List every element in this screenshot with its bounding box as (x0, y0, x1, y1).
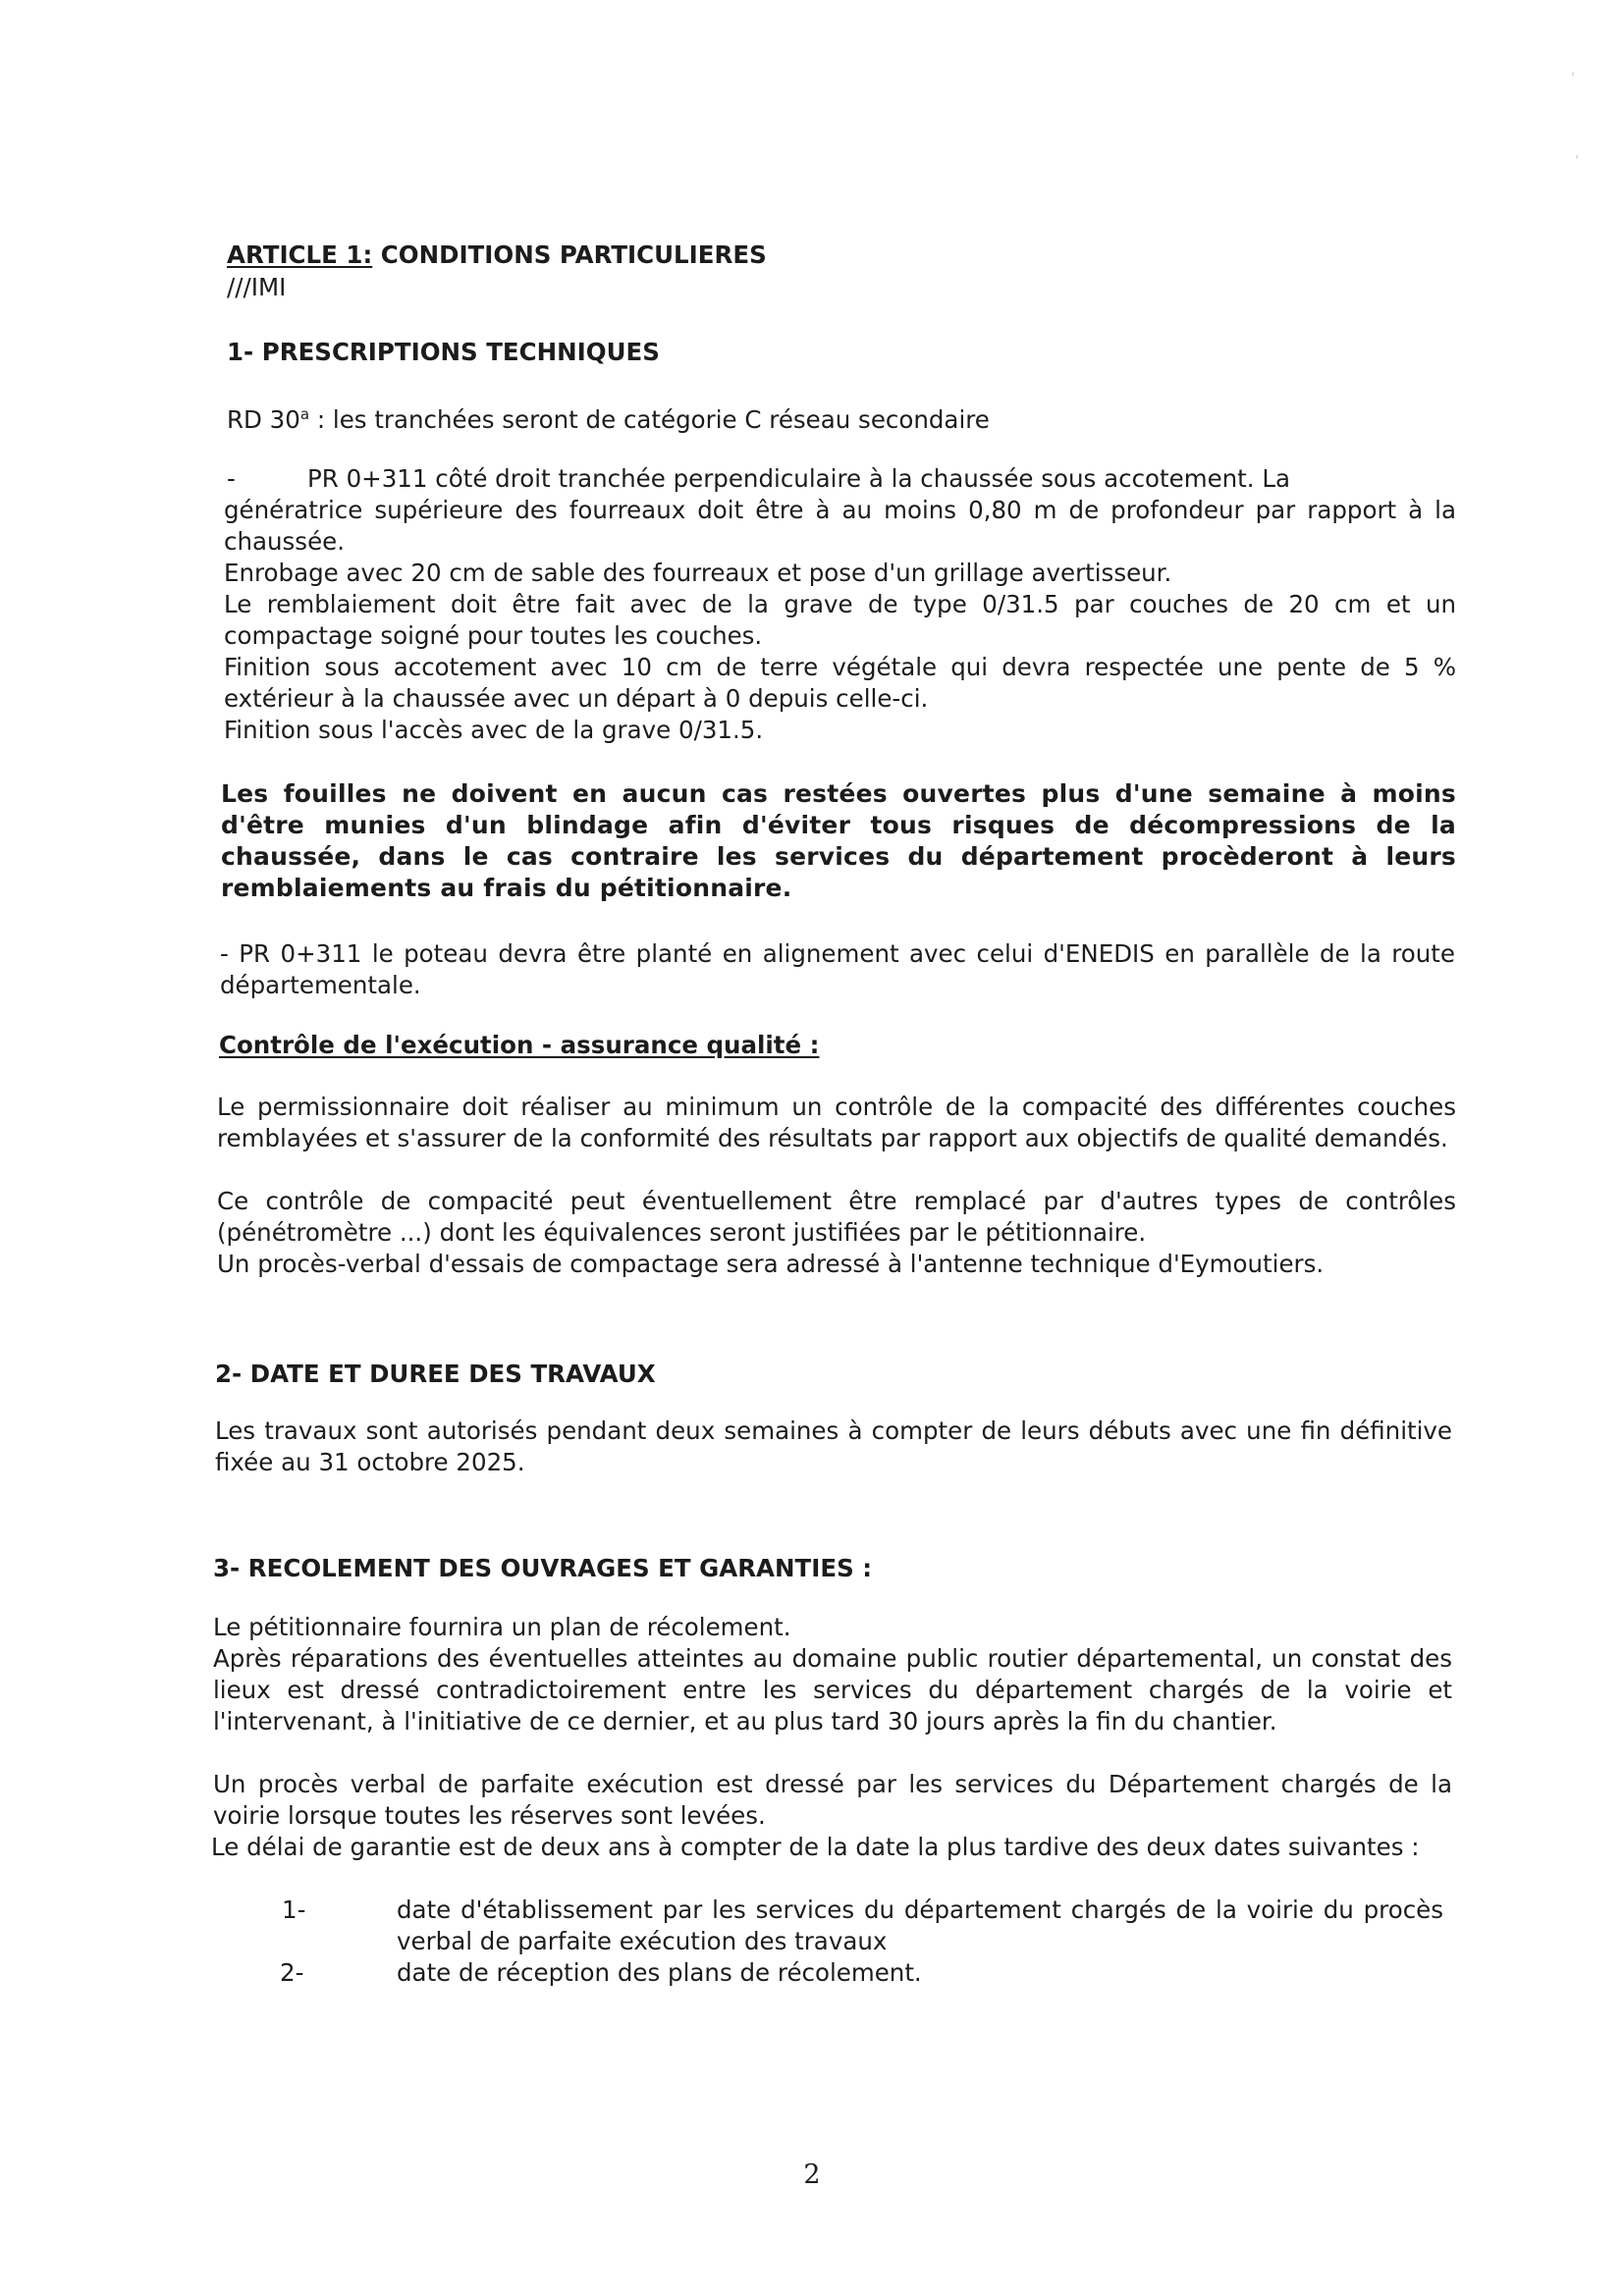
section3-paragraph-3: Un procès verbal de parfaite exécution est dressé par les services du Département chargés de la voirie lorsque toutes les réserves sont levées. (213, 1770, 1452, 1830)
page-number: 2 (803, 2160, 821, 2190)
rd-superscript: a (299, 405, 310, 423)
controle-heading: Contrôle de l'exécution - assurance qualité : (219, 1031, 820, 1059)
paragraph-finition-accotement: Finition sous accotement avec 10 cm de terre végétale qui devra respectée une pente de 5 % extérieur à la chaussée avec un départ à 0 depuis celle-ci. (224, 653, 1456, 713)
controle-paragraph-2: Ce contrôle de compacité peut éventuellement être remplacé par d'autres types de contrôles (pénétromètre ...) dont les équivalences seront justifiées par le pétitionnaire. (217, 1187, 1456, 1247)
section3-paragraph-2: Après réparations des éventuelles atteintes au domaine public routier départemental, un constat des lieux est dressé contradictoirement entre les services du département chargés de la voirie et l'intervenant, à l'initiative de ce dernier, et au plus tard 30 jours après la fin du chantier. (213, 1644, 1452, 1735)
poteau-paragraph: - PR 0+311 le poteau devra être planté en alignement avec celui d'ENEDIS en parallèle de la route départementale. (220, 939, 1455, 999)
article-heading (227, 240, 767, 271)
rd-category-line (227, 399, 990, 436)
section3-paragraph-4: Le délai de garantie est de deux ans à compter de la date la plus tardive des deux dates suivantes : (211, 1833, 1420, 1861)
paragraph-finition-acces: Finition sous l'accès avec de la grave 0/31.5. (224, 716, 764, 744)
paragraph-enrobage: Enrobage avec 20 cm de sable des fourreaux et pose d'un grillage avertisseur. (224, 559, 1172, 587)
article-title: CONDITIONS PARTICULIERES (372, 240, 767, 269)
section2-text: Les travaux sont autorisés pendant deux semaines à compter de leurs débuts avec une fin définitive fixée au 31 octobre 2025. (215, 1416, 1452, 1476)
scan-mark: , (1575, 145, 1580, 161)
scan-mark: ' (1571, 71, 1575, 86)
list-number: 1- (282, 1896, 306, 1924)
paragraph-remblaiement: Le remblaiement doit être fait avec de la grave de type 0/31.5 par couches de 20 cm et un compactage soigné pour toutes les couches. (224, 590, 1456, 650)
article-label: ARTICLE 1: (227, 240, 373, 269)
rd-prefix: RD 30 (227, 405, 300, 435)
controle-paragraph-3: Un procès-verbal d'essais de compactage sera adressé à l'antenne technique d'Eymoutiers. (217, 1250, 1325, 1278)
list-item: date de réception des plans de récolement. (397, 1958, 922, 1987)
section2-heading: 2- DATE ET DUREE DES TRAVAUX (215, 1360, 656, 1388)
warning-paragraph: Les fouilles ne doivent en aucun cas restées ouvertes plus d'une semaine à moins d'être munies d'un blindage afin d'éviter tous risques de décompressions de la chaussée, dans le cas contraire les services du département procèderont à leurs remblaiements au frais du pétitionnaire. (221, 779, 1456, 902)
section3-paragraph-1: Le pétitionnaire fournira un plan de récolement. (213, 1613, 791, 1641)
list-number: 2- (280, 1958, 304, 1987)
section3-heading: 3- RECOLEMENT DES OUVRAGES ET GARANTIES : (213, 1554, 873, 1582)
rd-text: : les tranchées seront de catégorie C réseau secondaire (309, 405, 990, 435)
pr-item-continuation: génératrice supérieure des fourreaux doit être à au moins 0,80 m de profondeur par rapport à la chaussée. (224, 496, 1456, 556)
pr-item-first-line: PR 0+311 côté droit tranchée perpendiculaire à la chaussée sous accotement. La (307, 464, 1291, 493)
section1-heading: 1- PRESCRIPTIONS TECHNIQUES (227, 338, 660, 366)
controle-paragraph-1: Le permissionnaire doit réaliser au minimum un contrôle de la compacité des différentes couches remblayées et s'assurer de la conformité des résultats par rapport aux objectifs de qualité demandés. (217, 1093, 1456, 1152)
list-dash: - (227, 464, 236, 493)
list-item: date d'établissement par les services du département chargés de la voirie du procès verbal de parfaite exécution des travaux (397, 1896, 1443, 1955)
article-reference: ///IMI (227, 273, 287, 301)
